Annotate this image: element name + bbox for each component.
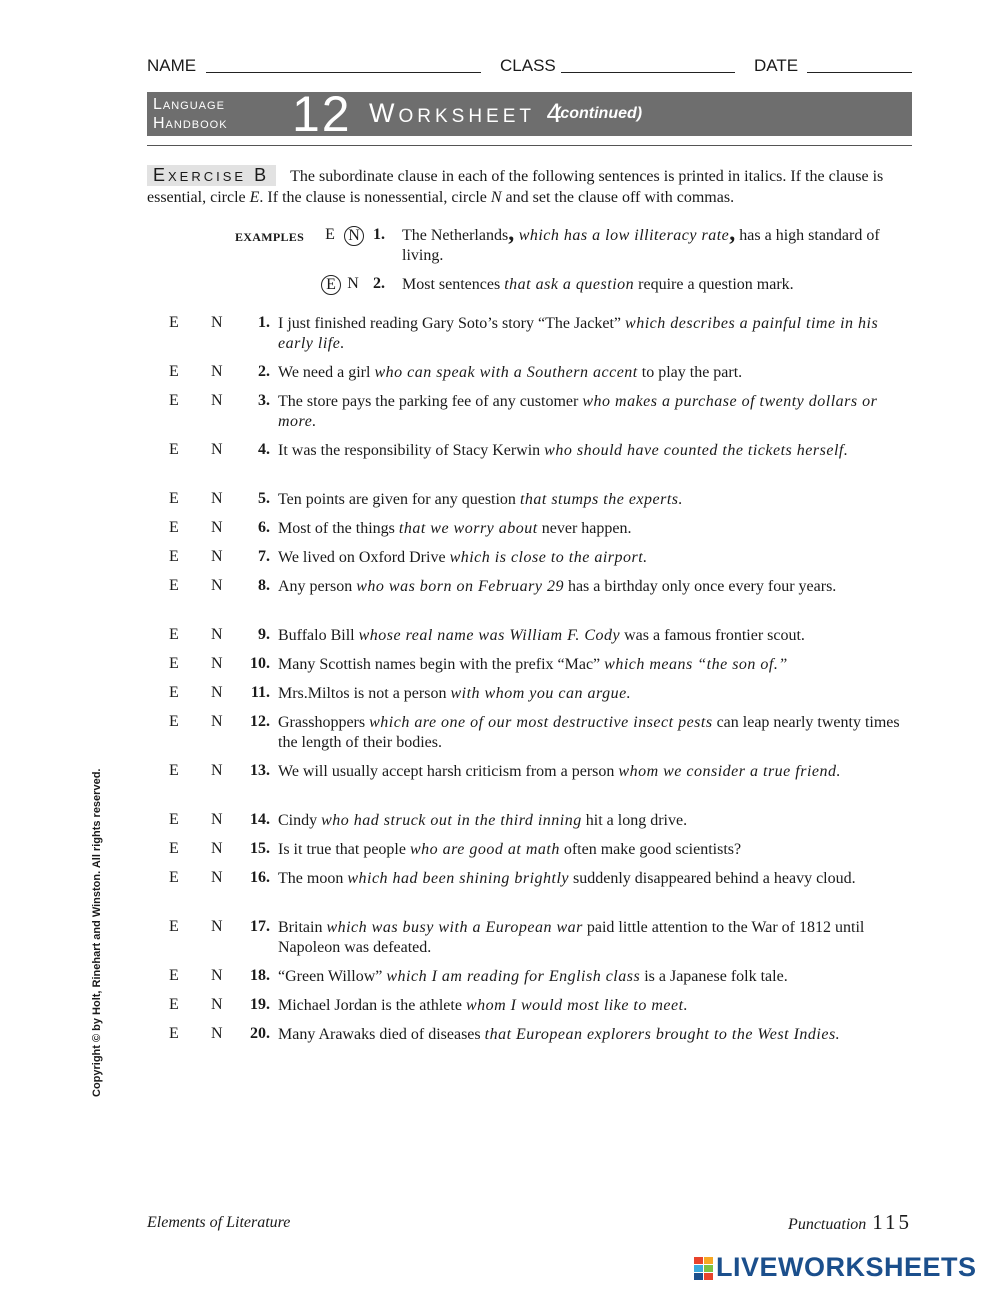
exercise-item xyxy=(0,490,1000,519)
copyright-notice: Copyright © by Holt, Rinehart and Winston. All rights reserved. xyxy=(91,768,103,1097)
item-sentence: Is it true that people who are good at math often make good scientists? xyxy=(278,841,742,858)
example-choice-e-circled: E xyxy=(321,275,341,295)
subordinate-clause: which means “the son of.” xyxy=(604,656,788,673)
item-number: 7. xyxy=(258,548,270,565)
subordinate-clause: whom I would most like to meet. xyxy=(465,997,689,1014)
exercise-item xyxy=(0,655,1000,684)
examples-tag: EXAMPLES xyxy=(235,230,305,244)
choice-e[interactable]: E xyxy=(169,490,179,507)
choice-n[interactable]: N xyxy=(211,967,223,984)
choice-e[interactable]: E xyxy=(169,684,179,701)
item-sentence: Most of the things that we worry about never happen. xyxy=(278,520,632,537)
item-number: 14. xyxy=(250,811,270,828)
choice-e[interactable]: E xyxy=(169,840,179,857)
exercise-item xyxy=(0,363,1000,392)
item-number: 11. xyxy=(250,684,270,701)
logo-block xyxy=(704,1273,713,1280)
class-line[interactable] xyxy=(561,72,735,73)
item-number: 5. xyxy=(258,490,270,507)
item-number: 4. xyxy=(258,441,270,458)
exercise-item xyxy=(0,840,1000,869)
item-sentence: Any person who was born on February 29 has a birthday only once every four years. xyxy=(278,578,837,595)
example-number: 1. xyxy=(373,226,385,243)
banner-rule xyxy=(147,145,912,146)
exercise-item xyxy=(0,392,1000,441)
page-number: 115 xyxy=(872,1210,912,1234)
example-sentence: Most sentences that ask a question require a question mark. xyxy=(402,276,794,293)
item-sentence: It was the responsibility of Stacy Kerwin who should have counted the tickets herself. xyxy=(278,442,849,459)
item-sentence: We need a girl who can speak with a Southern accent to play the part. xyxy=(278,364,743,381)
subordinate-clause: with whom you can argue. xyxy=(450,685,632,702)
worksheet-banner xyxy=(147,86,912,142)
choice-n[interactable]: N xyxy=(211,519,223,536)
item-sentence: Michael Jordan is the athlete whom I would most like to meet. xyxy=(278,997,689,1014)
logo-block xyxy=(704,1265,713,1272)
choice-n[interactable]: N xyxy=(211,840,223,857)
choice-e[interactable]: E xyxy=(169,655,179,672)
example-number: 2. xyxy=(373,275,385,292)
choice-e[interactable]: E xyxy=(169,577,179,594)
logo-block xyxy=(704,1257,713,1264)
choice-n[interactable]: N xyxy=(211,918,223,935)
choice-e[interactable]: E xyxy=(169,918,179,935)
item-sentence: Ten points are given for any question that stumps the experts. xyxy=(278,491,684,508)
footer-section: Punctuation xyxy=(788,1216,867,1233)
name-line[interactable] xyxy=(206,72,481,73)
item-number: 2. xyxy=(258,363,270,380)
exercise-item xyxy=(0,713,1000,762)
exercise-item xyxy=(0,314,1000,363)
choice-n[interactable]: N xyxy=(211,314,223,331)
choice-n[interactable]: N xyxy=(211,762,223,779)
exercise-item xyxy=(0,762,1000,811)
item-sentence: I just finished reading Gary Soto’s story “The Jacket” which describes a painful time in his early life. xyxy=(278,315,879,352)
item-number: 13. xyxy=(250,762,270,779)
item-sentence: We lived on Oxford Drive which is close to the airport. xyxy=(278,549,648,566)
item-number: 20. xyxy=(250,1025,270,1042)
item-sentence: Cindy who had struck out in the third inning hit a long drive. xyxy=(278,812,688,829)
choice-n[interactable]: N xyxy=(211,626,223,643)
choice-e[interactable]: E xyxy=(169,548,179,565)
choice-n[interactable]: N xyxy=(211,490,223,507)
item-sentence: Mrs.Miltos is not a person with whom you can argue. xyxy=(278,685,632,702)
choice-n[interactable]: N xyxy=(211,713,223,730)
name-label: NAME xyxy=(147,56,197,75)
exercise-item xyxy=(0,811,1000,840)
subordinate-clause: whom we consider a true friend. xyxy=(618,763,841,780)
date-line[interactable] xyxy=(807,72,912,73)
logo-block xyxy=(694,1273,703,1280)
item-sentence: Many Scottish names begin with the prefix “Mac” which means “the son of.” xyxy=(278,656,788,673)
subordinate-clause: which describes a painful time in his early life. xyxy=(278,315,879,352)
item-number: 3. xyxy=(258,392,270,409)
subordinate-clause: that stumps the experts. xyxy=(519,491,684,508)
item-number: 10. xyxy=(250,655,270,672)
choice-n[interactable]: N xyxy=(211,577,223,594)
logo-block xyxy=(694,1257,703,1264)
exercise-item xyxy=(0,1025,1000,1074)
subordinate-clause: who should have counted the tickets herself. xyxy=(544,442,849,459)
choice-e[interactable]: E xyxy=(169,996,179,1013)
exercise-item xyxy=(0,918,1000,967)
subordinate-clause: which is close to the airport. xyxy=(449,549,648,566)
chapter-number: 12 xyxy=(292,86,352,142)
exercise-items xyxy=(0,314,1000,1074)
choice-n[interactable]: N xyxy=(211,869,223,886)
subordinate-clause: who was born on February 29 xyxy=(356,578,564,595)
example-choice-e: E xyxy=(325,226,335,243)
exercise-item xyxy=(0,577,1000,626)
choice-n[interactable]: N xyxy=(211,996,223,1013)
choice-e[interactable]: E xyxy=(169,811,179,828)
item-sentence: Grasshoppers which are one of our most destructive insect pests can leap nearly twenty times the length of their bodies. xyxy=(278,714,900,751)
item-sentence: The store pays the parking fee of any customer who makes a purchase of twenty dollars or more. xyxy=(278,393,878,430)
choice-e[interactable]: E xyxy=(169,713,179,730)
exercise-item xyxy=(0,626,1000,655)
choice-e[interactable]: E xyxy=(169,762,179,779)
exercise-item xyxy=(0,441,1000,490)
student-info-header xyxy=(147,56,912,78)
exercise-item xyxy=(0,519,1000,548)
worksheet-title: Worksheet 4 xyxy=(369,98,566,128)
choice-n[interactable]: N xyxy=(211,684,223,701)
item-sentence: We will usually accept harsh criticism from a person whom we consider a true friend. xyxy=(278,763,841,780)
item-sentence: The moon which had been shining brightly suddenly disappeared behind a heavy cloud. xyxy=(278,870,856,887)
subordinate-clause: which I am reading for English class xyxy=(386,968,641,985)
choice-n[interactable]: N xyxy=(211,441,223,458)
subordinate-clause: who can speak with a Southern accent xyxy=(374,364,638,381)
item-number: 1. xyxy=(258,314,270,331)
logo-blocks-icon xyxy=(694,1257,714,1281)
choice-e[interactable]: E xyxy=(169,869,179,886)
choice-e[interactable]: E xyxy=(169,441,179,458)
choice-n[interactable]: N xyxy=(211,655,223,672)
exercise-item xyxy=(0,869,1000,918)
item-sentence: Buffalo Bill whose real name was William F. Cody was a famous frontier scout. xyxy=(278,627,805,644)
item-number: 15. xyxy=(250,840,270,857)
choice-n[interactable]: N xyxy=(211,363,223,380)
choice-e[interactable]: E xyxy=(169,519,179,536)
item-number: 19. xyxy=(250,996,270,1013)
subordinate-clause: who makes a purchase of twenty dollars or more. xyxy=(278,393,878,430)
example-choice-n: N xyxy=(347,275,359,292)
logo-block xyxy=(694,1265,703,1272)
item-number: 17. xyxy=(250,918,270,935)
choice-e[interactable]: E xyxy=(169,967,179,984)
item-sentence: “Green Willow” which I am reading for English class is a Japanese folk tale. xyxy=(278,968,788,985)
example-choice-n-circled: N xyxy=(344,226,364,246)
choice-e[interactable]: E xyxy=(169,392,179,409)
exercise-item xyxy=(0,996,1000,1025)
example-sentence: The Netherlands, which has a low illiteracy rate, has a high standard of living. xyxy=(402,220,880,264)
exercise-item xyxy=(0,548,1000,577)
subordinate-clause: which was busy with a European war xyxy=(326,919,583,936)
exercise-label: Exercise B xyxy=(147,165,276,186)
choice-n[interactable]: N xyxy=(211,392,223,409)
choice-e[interactable]: E xyxy=(169,626,179,643)
choice-n[interactable]: N xyxy=(211,548,223,565)
choice-e[interactable]: E xyxy=(169,363,179,380)
item-sentence: Britain which was busy with a European war paid little attention to the War of 1812 until Napoleon was defeated. xyxy=(278,919,865,956)
subordinate-clause: who are good at math xyxy=(409,841,560,858)
subordinate-clause: who had struck out in the third inning xyxy=(321,812,582,829)
subordinate-clause: whose real name was William F. Cody xyxy=(358,627,621,644)
subordinate-clause: that we worry about xyxy=(398,520,538,537)
language-handbook-label: Language Handbook xyxy=(153,96,228,132)
exercise-item xyxy=(0,684,1000,713)
subordinate-clause: that European explorers brought to the West Indies. xyxy=(484,1026,841,1043)
item-sentence: Many Arawaks died of diseases that European explorers brought to the West Indies. xyxy=(278,1026,841,1043)
choice-e[interactable]: E xyxy=(169,1025,179,1042)
continued-label: (continued) xyxy=(555,105,643,122)
footer-book-title: Elements of Literature xyxy=(147,1214,291,1231)
item-number: 8. xyxy=(258,577,270,594)
choice-n[interactable]: N xyxy=(211,1025,223,1042)
item-number: 6. xyxy=(258,519,270,536)
class-label: CLASS xyxy=(500,56,556,75)
choice-n[interactable]: N xyxy=(211,811,223,828)
item-number: 18. xyxy=(250,967,270,984)
subordinate-clause: which are one of our most destructive insect pests xyxy=(369,714,713,731)
subordinate-clause: which had been shining brightly xyxy=(347,870,570,887)
exercise-directions: Exercise B The subordinate clause in each of the following sentences is printed in italics. If the clause is essential, circle E. If the clause is nonessential, circle N and set the clause off with commas. xyxy=(147,165,884,206)
item-number: 12. xyxy=(250,713,270,730)
choice-e[interactable]: E xyxy=(169,314,179,331)
exercise-item xyxy=(0,967,1000,996)
date-label: DATE xyxy=(754,56,799,75)
footer-page-info xyxy=(767,1210,912,1235)
item-number: 9. xyxy=(258,626,270,643)
item-number: 16. xyxy=(250,869,270,886)
logo-text: LIVEWORKSHEETS xyxy=(716,1252,977,1282)
